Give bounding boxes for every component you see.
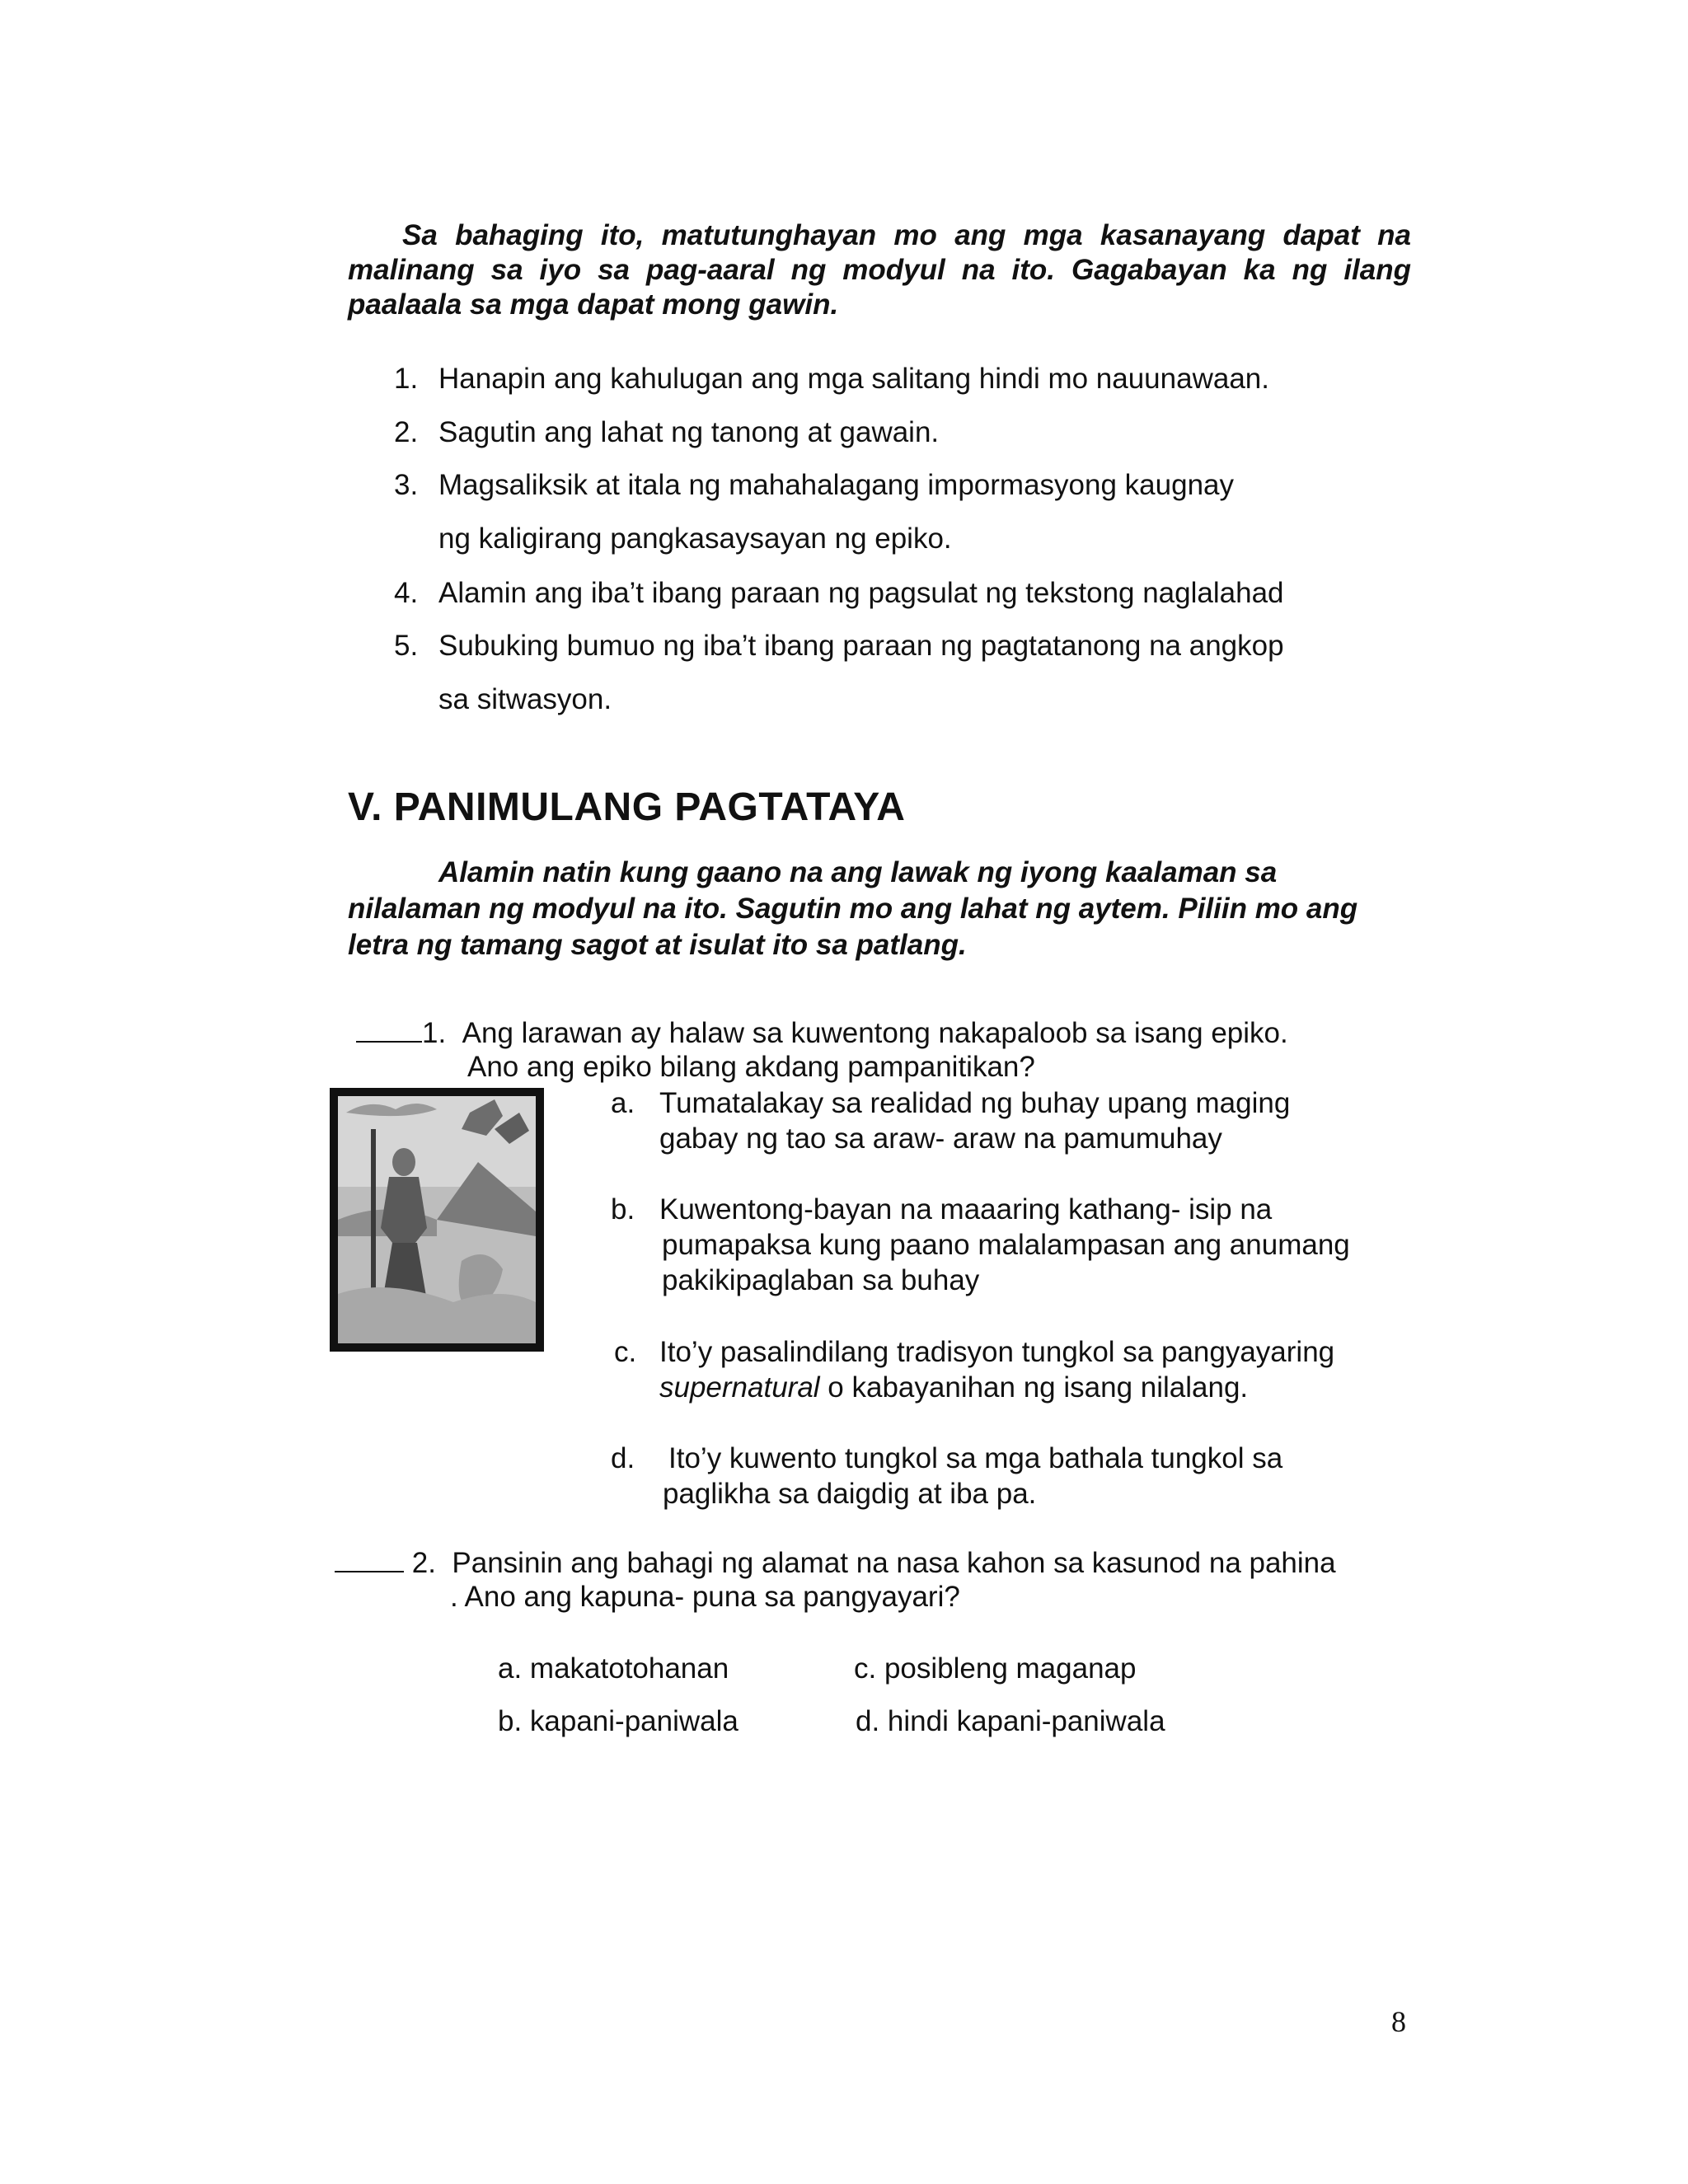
- question-2-number: 2.: [411, 1547, 436, 1579]
- reminder-2-number: 2.: [394, 416, 419, 448]
- q1-option-b-line2: pumapaksa kung paano malalampasan ang anumang: [662, 1229, 1350, 1261]
- q2-option-b: b. kapani-paniwala: [498, 1705, 738, 1737]
- reminder-5-text-line1: Subuking bumuo ng iba’t ibang paraan ng pagtatanong na angkop: [438, 630, 1284, 662]
- q1-option-a-line1: Tumatalakay sa realidad ng buhay upang maging: [659, 1087, 1291, 1119]
- reminder-3-text-line2: ng kaligirang pangkasaysayan ng epiko.: [438, 523, 952, 555]
- section-heading: V. PANIMULANG PAGTATAYA: [348, 785, 906, 829]
- reminder-4-text: Alamin ang iba’t ibang paraan ng pagsulat ng tekstong naglalahad: [438, 577, 1284, 609]
- instructions-text: Alamin natin kung gaano na ang lawak ng iyong kaalaman sa nilalaman ng modyul na ito. Sagutin mo ang lahat ng aytem. Piliin mo ang letra ng tamang sagot at isulat ito sa patlang.: [348, 856, 1358, 961]
- q2-option-c: c. posibleng maganap: [854, 1652, 1137, 1685]
- answer-blank-2[interactable]: [335, 1546, 404, 1572]
- q1-option-d-line1: Ito’y kuwento tungkol sa mga bathala tungkol sa: [668, 1442, 1283, 1474]
- reminder-1-text: Hanapin ang kahulugan ang mga salitang hindi mo nauunawaan.: [438, 363, 1269, 395]
- q1-option-b-letter: b.: [611, 1193, 635, 1226]
- q1-option-d-letter: d.: [611, 1442, 635, 1474]
- question-2-line1: [335, 1546, 1336, 1580]
- question-1-line1: [356, 1016, 1288, 1050]
- q1-option-c-italic-word: supernatural: [659, 1371, 820, 1404]
- reminder-3-number: 3.: [394, 469, 419, 501]
- reminder-1-number: 1.: [394, 363, 419, 395]
- q1-option-c-line2: [659, 1371, 1248, 1404]
- q1-option-b-line3: pakikipaglaban sa buhay: [662, 1264, 980, 1296]
- question-1-text-line2: Ano ang epiko bilang akdang pampanitikan?: [467, 1051, 1035, 1083]
- instructions-paragraph: [348, 855, 1411, 963]
- reminder-4-number: 4.: [394, 577, 419, 609]
- reminder-3-text-line1: Magsaliksik at itala ng mahahalagang impormasyong kaugnay: [438, 469, 1234, 501]
- q1-option-c-line1: Ito’y pasalindilang tradisyon tungkol sa pangyayaring: [659, 1336, 1335, 1368]
- q1-option-a-letter: a.: [611, 1087, 635, 1119]
- epic-hero-icon: [338, 1096, 536, 1343]
- reminder-5-text-line2: sa sitwasyon.: [438, 683, 612, 715]
- q2-option-d: d. hindi kapani-paniwala: [856, 1705, 1165, 1737]
- answer-blank-1[interactable]: [356, 1016, 422, 1043]
- epic-hero-illustration: [330, 1088, 544, 1352]
- q2-option-a: a. makatotohanan: [498, 1652, 729, 1685]
- intro-text: Sa bahaging ito, matutunghayan mo ang mga kasanayang dapat na malinang sa iyo sa pag-aaral ng modyul na ito. Gagabayan ka ng ilang paalaala sa mga dapat mong gawin.: [348, 219, 1411, 321]
- q1-option-c-letter: c.: [614, 1336, 637, 1368]
- question-2-text-line1: Pansinin ang bahagi ng alamat na nasa kahon sa kasunod na pahina: [452, 1547, 1336, 1579]
- reminder-2-text: Sagutin ang lahat ng tanong at gawain.: [438, 416, 940, 448]
- question-1-text-line1: Ang larawan ay halaw sa kuwentong nakapaloob sa isang epiko.: [462, 1017, 1288, 1049]
- question-2-text-line2: . Ano ang kapuna- puna sa pangyayari?: [450, 1581, 960, 1613]
- q1-option-d-line2: paglikha sa daigdig at iba pa.: [663, 1478, 1037, 1510]
- reminder-5-number: 5.: [394, 630, 419, 662]
- q1-option-b-line1: Kuwentong-bayan na maaaring kathang- isip na: [659, 1193, 1273, 1226]
- question-1-number: 1.: [422, 1017, 447, 1049]
- intro-paragraph: [348, 218, 1411, 322]
- q1-option-a-line2: gabay ng tao sa araw- araw na pamumuhay: [659, 1122, 1222, 1155]
- page-number: 8: [1391, 2005, 1406, 2038]
- q1-option-c-line2-rest: o kabayanihan ng isang nilalang.: [819, 1371, 1249, 1404]
